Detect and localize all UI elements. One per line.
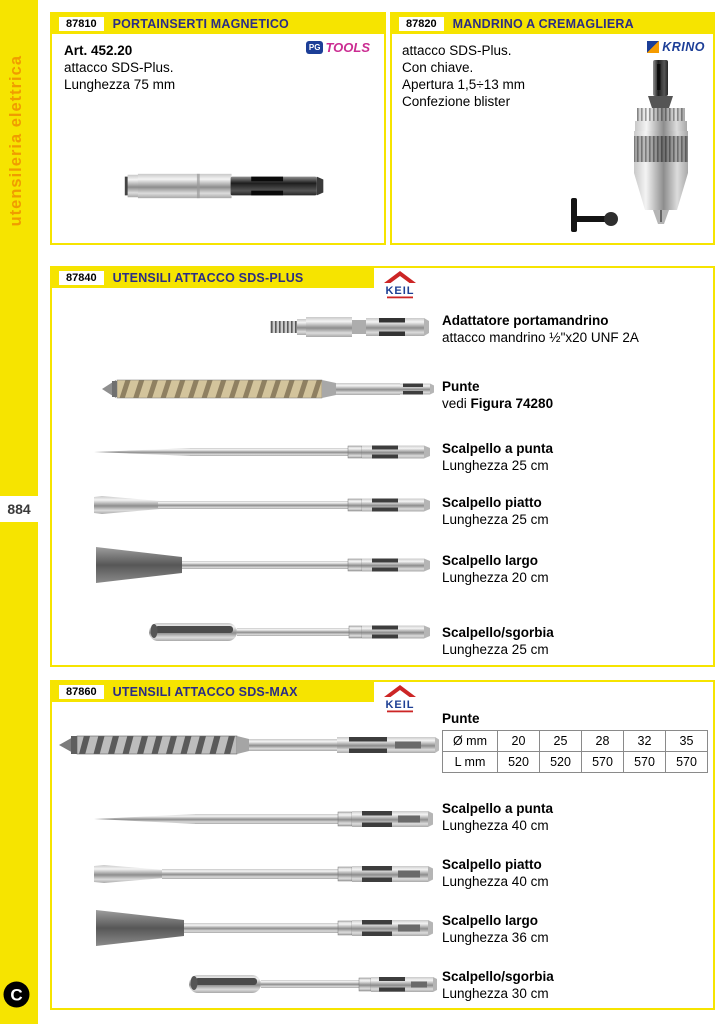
punte-size-table — [442, 730, 708, 773]
keil-logo-roof — [384, 271, 416, 283]
product-spec: Lunghezza 40 cm — [442, 818, 549, 833]
product-spec — [442, 395, 553, 412]
sidebar-category-label: utensileria elettrica — [7, 55, 25, 227]
product-code-badge: 87810 — [59, 17, 104, 31]
table-cell: 20 — [498, 731, 540, 752]
pgtools-logo-text: TOOLS — [325, 40, 370, 55]
section-sds-max — [50, 680, 715, 1010]
table-label-cell: Ø mm — [443, 731, 498, 752]
section-sds-plus — [50, 266, 715, 667]
article-number: Art. 452.20 — [64, 43, 133, 58]
description-line: Apertura 1,5÷13 mm — [402, 77, 525, 92]
product-name: Punte — [442, 711, 480, 726]
section-header — [52, 682, 374, 702]
description-line: attacco SDS-Plus. — [402, 43, 512, 58]
keil-logo — [382, 270, 418, 300]
keil-logo — [382, 684, 418, 714]
product-name: Scalpello/sgorbia — [442, 969, 554, 984]
keil-logo-text: KEIL — [385, 699, 415, 711]
product-name: Scalpello/sgorbia — [442, 625, 554, 640]
bit-holder-image — [122, 164, 328, 208]
product-code-badge: 87840 — [59, 271, 104, 285]
product-description — [64, 42, 175, 93]
product-row — [442, 494, 549, 528]
section-mandrino — [390, 12, 715, 245]
flat-chisel-image — [92, 492, 437, 518]
product-spec: Lunghezza 30 cm — [442, 986, 549, 1001]
gouge-chisel-image — [147, 618, 437, 646]
product-spec: Lunghezza 20 cm — [442, 570, 549, 585]
section-header — [52, 268, 374, 288]
product-row — [442, 312, 639, 346]
description-line: Confezione blister — [402, 94, 511, 109]
product-name: Scalpello a punta — [442, 441, 554, 456]
product-row — [442, 440, 553, 474]
product-spec: Lunghezza 25 cm — [442, 458, 549, 473]
table-cell: 32 — [624, 731, 666, 752]
product-name: Scalpello largo — [442, 553, 539, 568]
product-row — [442, 912, 549, 946]
product-code-badge: 87860 — [59, 685, 104, 699]
table-cell: 520 — [540, 752, 582, 773]
section-title: UTENSILI ATTACCO SDS-PLUS — [112, 271, 304, 285]
table-label-cell: L mm — [443, 752, 498, 773]
chuck-image — [565, 58, 705, 240]
table-row-diameter — [443, 731, 708, 752]
product-row — [442, 624, 554, 658]
product-name: Adattatore portamandrino — [442, 313, 609, 328]
wide-chisel-image — [92, 908, 437, 948]
product-spec: Lunghezza 40 cm — [442, 874, 549, 889]
publisher-logo-letter: C — [10, 985, 23, 1005]
product-spec: Lunghezza 25 cm — [442, 512, 549, 527]
section-title: MANDRINO A CREMAGLIERA — [452, 17, 634, 31]
product-row — [442, 378, 553, 412]
krino-logo-icon — [647, 41, 659, 53]
table-cell: 35 — [666, 731, 708, 752]
product-row — [442, 968, 554, 1002]
product-spec: Lunghezza 36 cm — [442, 930, 549, 945]
pg-logo-badge: PG — [306, 41, 324, 54]
table-cell: 520 — [498, 752, 540, 773]
gouge-chisel-image — [187, 970, 437, 998]
figure-reference: Figura 74280 — [470, 396, 554, 411]
product-row — [442, 710, 480, 727]
product-name: Scalpello piatto — [442, 857, 542, 872]
section-header — [392, 14, 713, 34]
product-spec: Lunghezza 25 cm — [442, 642, 549, 657]
section-header — [52, 14, 384, 34]
page-number: 884 — [0, 496, 38, 522]
product-description — [402, 42, 525, 110]
keil-logo-text: KEIL — [385, 285, 415, 297]
section-portainserti — [50, 12, 386, 245]
product-name: Scalpello a punta — [442, 801, 554, 816]
chuck-key — [571, 198, 618, 232]
chuck-adapter-image — [267, 310, 432, 344]
description-line: attacco SDS-Plus. — [64, 60, 174, 75]
product-row — [442, 552, 549, 586]
description-line: Con chiave. — [402, 60, 474, 75]
product-name: Scalpello piatto — [442, 495, 542, 510]
pgtools-logo — [306, 40, 370, 55]
keil-logo-roof — [384, 685, 416, 697]
krino-logo-text: KRINO — [662, 40, 705, 54]
table-cell: 25 — [540, 731, 582, 752]
product-code-badge: 87820 — [399, 17, 444, 31]
product-name: Scalpello largo — [442, 913, 539, 928]
pointed-chisel-image — [92, 806, 437, 832]
sds-max-drill-bit-image — [57, 728, 439, 762]
product-spec: attacco mandrino ½"x20 UNF 2A — [442, 330, 639, 345]
table-cell: 570 — [624, 752, 666, 773]
sds-plus-drill-bit-image — [100, 374, 435, 404]
krino-logo — [647, 40, 705, 54]
product-row — [442, 800, 553, 834]
pointed-chisel-image — [92, 440, 437, 464]
wide-chisel-image — [92, 544, 437, 586]
publisher-logo — [3, 981, 30, 1008]
sidebar — [0, 0, 38, 1024]
table-cell: 570 — [666, 752, 708, 773]
see-text: vedi — [442, 396, 467, 411]
product-row — [442, 856, 549, 890]
section-title: PORTAINSERTI MAGNETICO — [112, 17, 289, 31]
table-row-length — [443, 752, 708, 773]
flat-chisel-image — [92, 860, 437, 888]
section-title: UTENSILI ATTACCO SDS-MAX — [112, 685, 298, 699]
table-cell: 570 — [582, 752, 624, 773]
table-cell: 28 — [582, 731, 624, 752]
product-name: Punte — [442, 379, 480, 394]
description-line: Lunghezza 75 mm — [64, 77, 176, 92]
